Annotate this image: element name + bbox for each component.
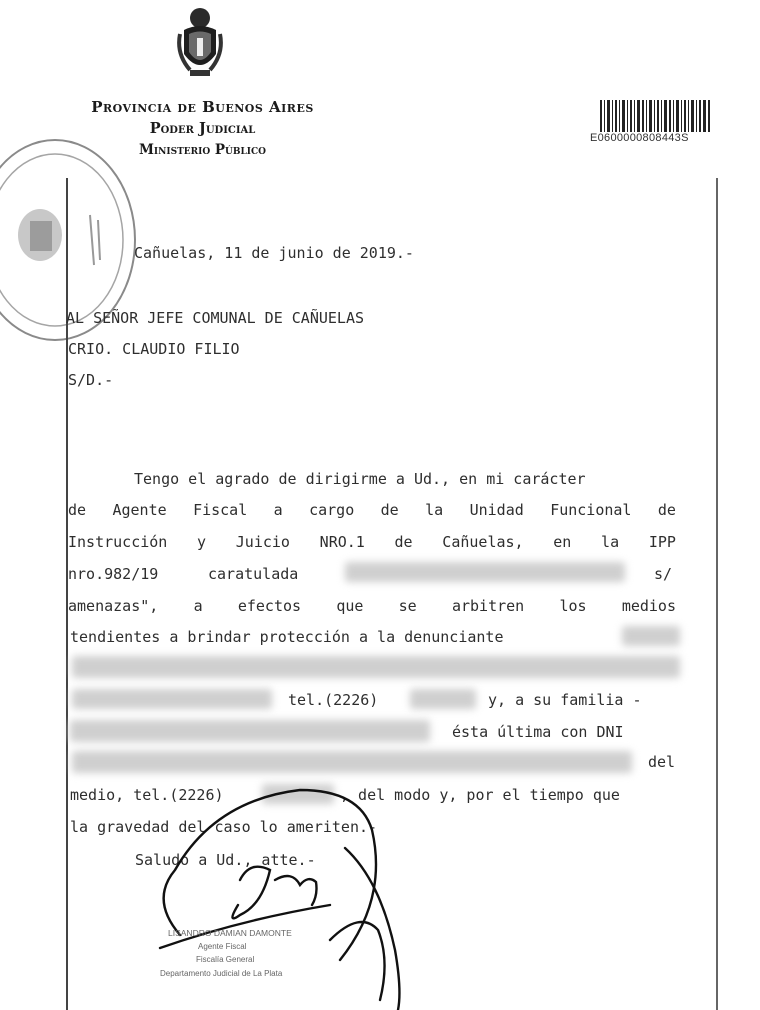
body-line-2: de Agente Fiscal a cargo de la Unidad Funcional de bbox=[68, 501, 676, 519]
body-line-12: la gravedad del caso lo ameriten.- bbox=[70, 818, 378, 836]
body-line-8-tel: tel.(2226) bbox=[288, 691, 379, 709]
signer-role-2: Fiscalía General bbox=[196, 955, 255, 964]
header-province: Provincia de Buenos Aires bbox=[91, 98, 314, 116]
body-line-3: Instrucción y Juicio NRO.1 de Cañuelas, en la IPP bbox=[68, 533, 676, 551]
body-line-4-label: caratulada bbox=[208, 565, 299, 583]
barcode-number: E0600000808443S bbox=[590, 132, 689, 144]
letter-date: Cañuelas, 11 de junio de 2019.- bbox=[134, 244, 414, 262]
recipient-line-1: AL SEÑOR JEFE COMUNAL DE CAÑUELAS bbox=[66, 309, 365, 327]
body-line-9: ésta última con DNI bbox=[452, 723, 624, 741]
body-line-4-ref: nro.982/19 bbox=[68, 565, 159, 583]
recipient-line-2: CRIO. CLAUDIO FILIO bbox=[68, 340, 240, 358]
body-line-4-end: s/ bbox=[654, 565, 673, 583]
body-line-10: del bbox=[648, 753, 676, 771]
body-line-11-start: medio, tel.(2226) bbox=[70, 786, 224, 804]
signer-name: LISANDRO DAMIAN DAMONTE bbox=[168, 928, 292, 938]
body-line-5: amenazas", a efectos que se arbitren los medios bbox=[68, 597, 676, 615]
closing: Saludo a Ud., atte.- bbox=[135, 851, 316, 869]
body-line-11-end: , del modo y, por el tiempo que bbox=[340, 786, 620, 804]
signer-role-3: Departamento Judicial de La Plata bbox=[160, 969, 283, 978]
body-line-8-end: y, a su familia - bbox=[488, 691, 642, 709]
body-line-1: Tengo el agrado de dirigirme a Ud., en mi carácter bbox=[134, 470, 586, 488]
header-judicial: Poder Judicial bbox=[149, 120, 256, 137]
header-ministry: Ministerio Público bbox=[138, 142, 267, 158]
body-line-6: tendientes a brindar protección a la denunciante bbox=[70, 628, 504, 646]
signer-role-1: Agente Fiscal bbox=[198, 942, 247, 951]
recipient-line-3: S/D.- bbox=[68, 371, 114, 389]
